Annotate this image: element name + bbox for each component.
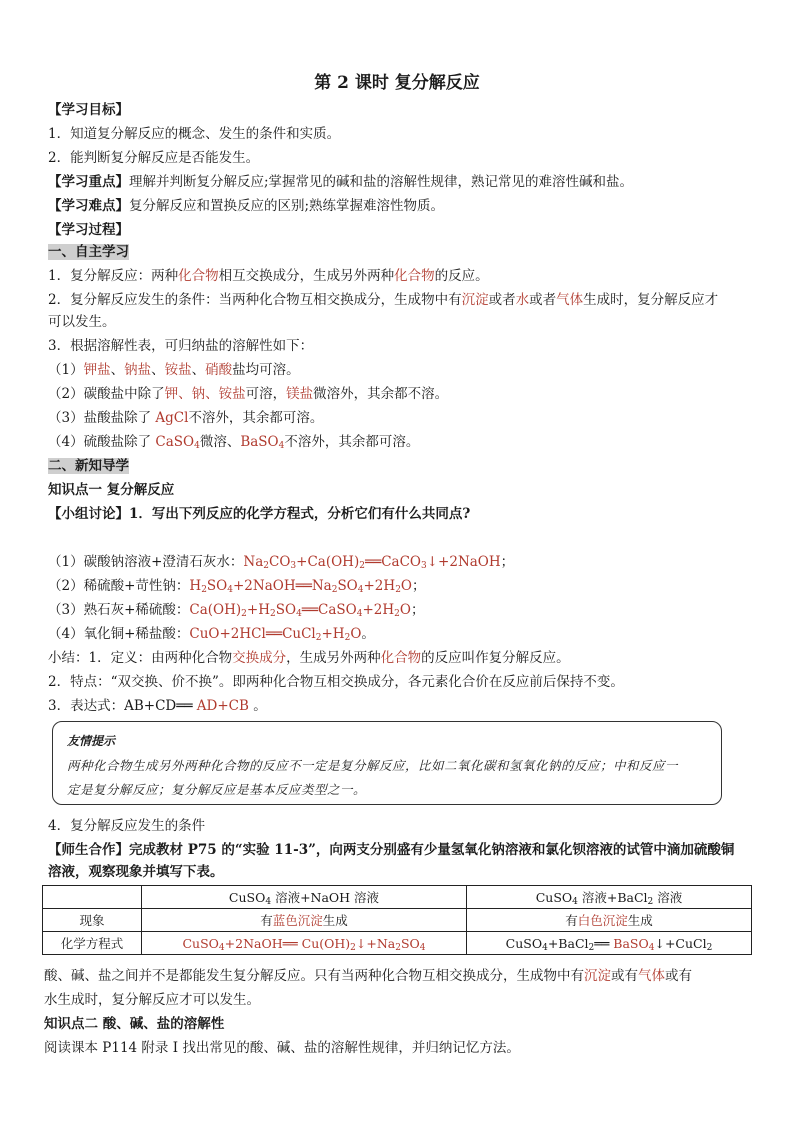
solubility-3: （3）盐酸盐除了 AgCl不溶外，其余都可溶。 [48,410,324,426]
key-point-text: 理解并判断复分解反应;掌握常见的碱和盐的溶解性规律，熟记常见的难溶性碱和盐。 [129,174,634,190]
summary-expression: 3．表达式：AB+CD══ AD+CB 。 [48,698,267,714]
phenomenon-1: 有蓝色沉淀生成 [142,909,467,932]
conditions-heading: 4．复分解反应发生的条件 [48,818,206,834]
table-row [43,932,752,955]
cooperation-line-2: 溶液，观察现象并填写下表。 [48,864,224,880]
summary-definition: 小结：1．定义：由两种化合物交换成分，生成另外两种化合物的反应叫作复分解反应。 [48,650,570,666]
cooperation-line-1: 【师生合作】完成教材 P75 的“实验 11-3”，向两支分别盛有少量氢氧化钠溶液和氯化钡溶液的试管中滴加硫酸铜 [48,842,735,858]
knowledge-point-2: 知识点二 酸、碱、盐的溶解性 [44,1016,225,1032]
table-row [43,909,752,932]
experiment-table [42,885,752,955]
difficulty-text: 复分解反应和置换反应的区别;熟练掌握难溶性物质。 [129,198,445,214]
conclusion-line-1: 酸、碱、盐之间并不是都能发生复分解反应。只有当两种化合物互相交换成分，生成物中有沉淀或有气体或有 [44,968,692,984]
conclusion-line-2: 水生成时，复分解反应才可以发生。 [44,992,260,1008]
tip-line-2: 定是复分解反应；复分解反应是基本反应类型之一。 [67,782,367,797]
discussion-prompt: 【小组讨论】1．写出下列反应的化学方程式，分析它们有什么共同点? [48,506,471,522]
tip-title: 友情提示 [67,734,116,748]
self-item-2: 2．复分解反应发生的条件：当两种化合物互相交换成分，生成物中有沉淀或者水或者气体生成时，复分解反应才 [48,292,719,308]
equation-3: （3）熟石灰+稀硫酸：$Ca(OH)_2+H_2SO_4══CaSO_4+2H_2O$； [48,602,425,619]
key-point [48,172,633,192]
section-self-study: 一、自主学习 [48,244,129,260]
equation-cell-1: CuSO$_4$+2NaOH══ $Cu(OH)_2↓+Na_2SO_4$ [142,932,467,955]
self-item-1: 1．复分解反应：两种化合物相互交换成分，生成另外两种化合物的反应。 [48,268,489,284]
reading-task: 阅读课本 P114 附录 Ⅰ 找出常见的酸、碱、盐的溶解性规律，并归纳记忆方法。 [44,1040,520,1056]
self-item-3: 3．根据溶解性表，可归纳盐的溶解性如下： [48,338,314,354]
solubility-1: （1）钾盐、钠盐、铵盐、硝酸盐均可溶。 [48,362,300,378]
solubility-4: （4）硫酸盐除了 CaSO$_4$微溶、BaSO$_4$不溶外，其余都可溶。 [48,434,420,451]
process-heading: 【学习过程】 [48,222,129,238]
table-header-cuso4-bacl2: CuSO$_4$ 溶液+BaCl$_2$ 溶液 [467,886,752,909]
row-label-equation: 化学方程式 [43,932,142,955]
objective-1: 1．知道复分解反应的概念、发生的条件和实质。 [48,126,341,142]
section-new-knowledge: 二、新知导学 [48,458,129,474]
self-item-2-cont: 可以发生。 [48,314,116,330]
solubility-2: （2）碳酸盐中除了钾、钠、铵盐可溶，镁盐微溶外，其余都不溶。 [48,386,449,402]
objective-2: 2．能判断复分解反应是否能发生。 [48,150,260,166]
equation-4: （4）氧化铜+稀盐酸：$CuO+2HCl══CuCl_2+H_2O$。 [48,626,375,643]
equation-1: （1）碳酸钠溶液+澄清石灰水：$Na_2CO_3+Ca(OH)_2══CaCO_3↓+2NaOH$； [48,554,515,571]
page-title: 第 2 课时 复分解反应 [314,73,480,93]
knowledge-point-1: 知识点一 复分解反应 [48,482,175,498]
equation-cell-2: CuSO$_4$+BaCl$_2$══ BaSO$_4$↓+CuCl$_2$ [467,932,752,955]
difficulty-label: 【学习难点】 [48,198,129,214]
phenomenon-2: 有白色沉淀生成 [467,909,752,932]
tip-box [52,721,722,805]
key-point-label: 【学习重点】 [48,174,129,190]
table-header-cuso4-naoh: CuSO$_4$ 溶液+NaOH 溶液 [142,886,467,909]
tip-line-1: 两种化合物生成另外两种化合物的反应不一定是复分解反应，比如二氧化碳和氢氧化钠的反应；中和反应一 [67,758,679,773]
equation-2: （2）稀硫酸+苛性钠：$H_2SO_4+2NaOH══Na_2SO_4+2H_2O$； [48,578,426,595]
summary-feature: 2．特点：“双交换、价不换”。即两种化合物互相交换成分，各元素化合价在反应前后保持不变。 [48,674,624,690]
table-row [43,886,752,909]
row-label-phenomenon: 现象 [43,909,142,932]
table-cell [43,886,142,909]
difficulty [48,196,444,216]
objectives-heading: 【学习目标】 [48,102,129,118]
